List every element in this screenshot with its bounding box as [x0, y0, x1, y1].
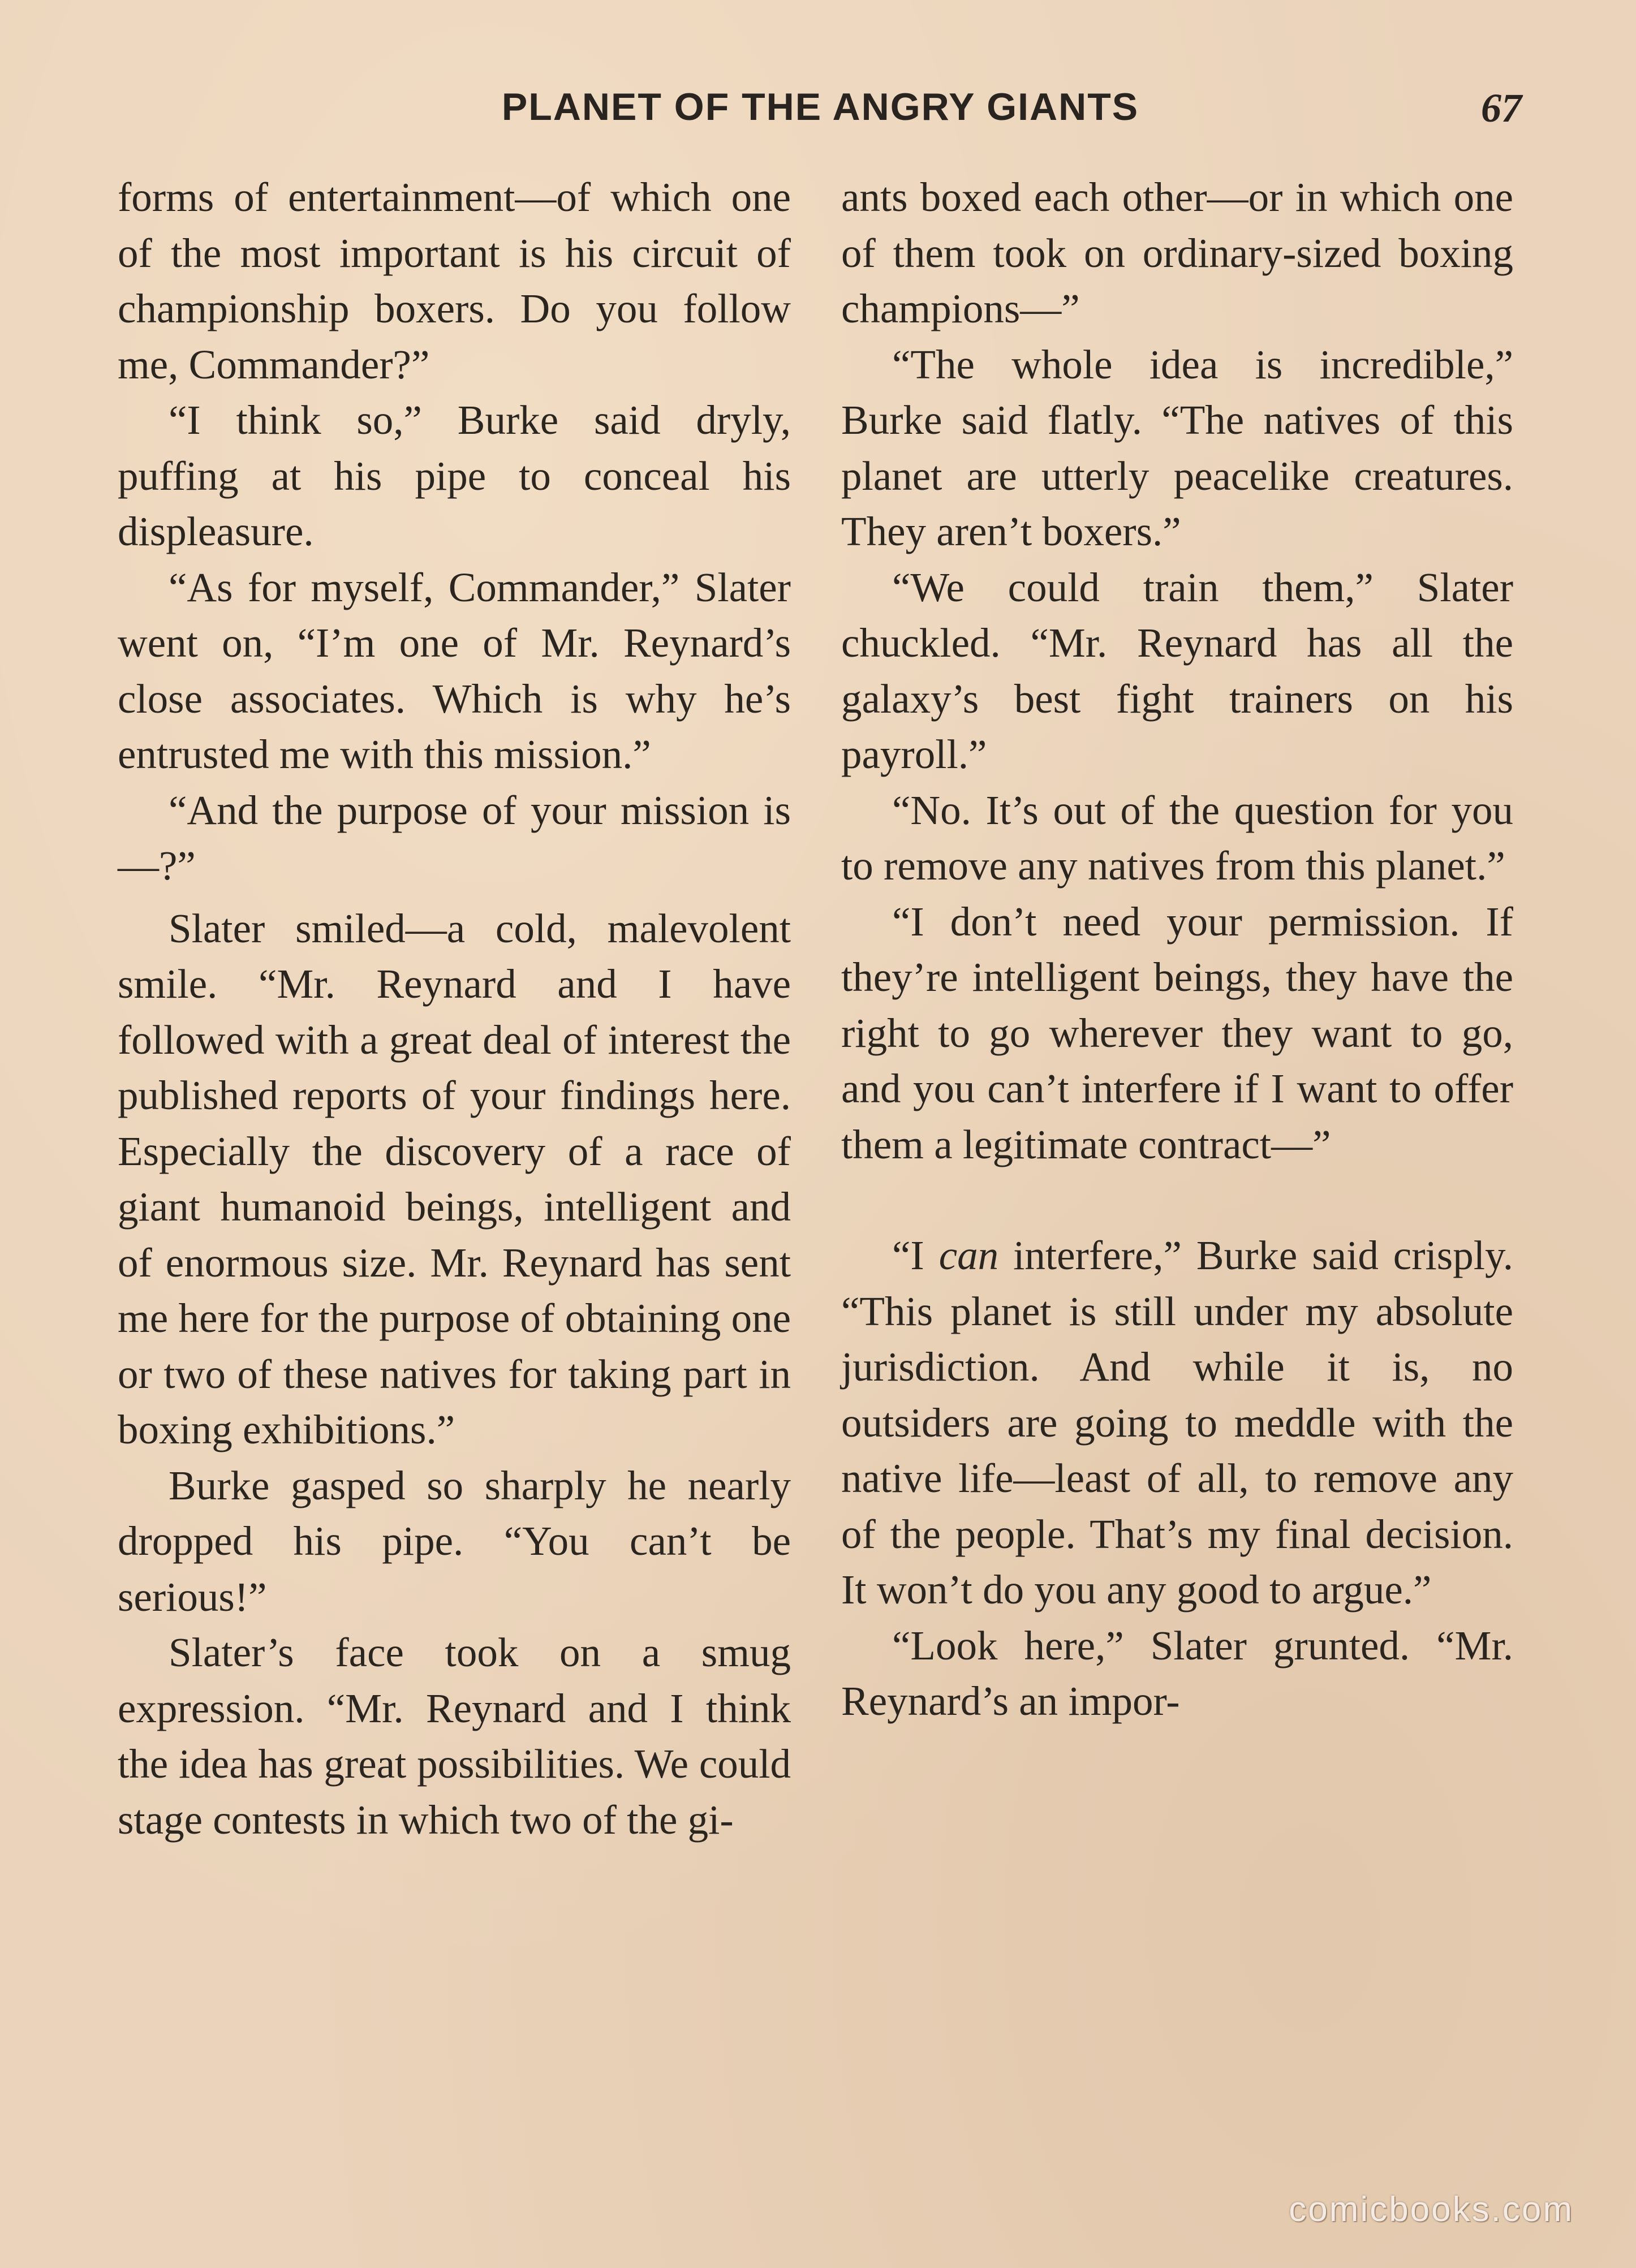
paragraph: “No. It’s out of the question for you to remove any natives from this planet.”: [841, 787, 1513, 889]
paragraph: “Look here,” Slater grunted. “Mr. Reynard’s an impor-: [841, 1622, 1513, 1724]
paragraph-open: “I: [892, 1232, 939, 1278]
paragraph: “I think so,” Burke said dryly, puffing at his pipe to conceal his displeasure.: [118, 397, 791, 554]
running-title: PLANET OF THE ANGRY GIANTS: [501, 85, 1139, 128]
left-column: [118, 170, 791, 1848]
paragraph: Slater smiled—a cold, malevolent smile. “Mr. Reynard and I have followed with a great deal of interest the published reports of your findings here. Especially the discovery of a race of giant humanoid beings, intelligent and of enormous size. Mr. Reynard has sent me here for the purpose of obtaining one or two of these natives for taking part in boxing exhibitions.”: [118, 905, 791, 1452]
right-column: [841, 170, 1513, 1730]
paragraph: “The whole idea is incredible,” Burke said flatly. “The natives of this planet are utterly peacelike creatures. They aren’t boxers.”: [841, 341, 1513, 554]
paragraph: Burke gasped so sharply he nearly dropped his pipe. “You can’t be serious!”: [118, 1462, 791, 1620]
paragraph: Slater’s face took on a smug expression. “Mr. Reynard and I think the idea has great possibilities. We could stage contests in which two of the gi-: [118, 1629, 791, 1843]
paragraph: forms of entertainment—of which one of the most important is his circuit of championship boxers. Do you follow me, Commander?”: [118, 174, 791, 387]
paragraph: “I don’t need your permission. If they’re intelligent beings, they have the right to go wherever they want to go, and you can’t interfere if I want to offer them a legitimate contract—”: [841, 898, 1513, 1167]
paragraph-rest: interfere,” Burke said crisply. “This planet is still under my absolute jurisdiction. And while it is, no outsiders are going to meddle with the native life—least of all, to remove any of the people. That’s my final decision. It won’t do you any good to argue.”: [841, 1232, 1513, 1612]
page-number: 67: [1481, 85, 1522, 131]
paragraph: ants boxed each other—or in which one of them took on ordinary-sized boxing champions—”: [841, 174, 1513, 331]
emphasis: can: [938, 1232, 999, 1278]
site-watermark: comicbooks.com: [1289, 2190, 1574, 2229]
paragraph: “As for myself, Commander,” Slater went on, “I’m one of Mr. Reynard’s close associates. Which is why he’s entrusted me with this mission.”: [118, 564, 791, 777]
paragraph: “And the purpose of your mission is—?”: [118, 787, 791, 889]
paragraph: [841, 1228, 1513, 1618]
paragraph: “We could train them,” Slater chuckled. “Mr. Reynard has all the galaxy’s best fight trainers on his payroll.”: [841, 564, 1513, 777]
